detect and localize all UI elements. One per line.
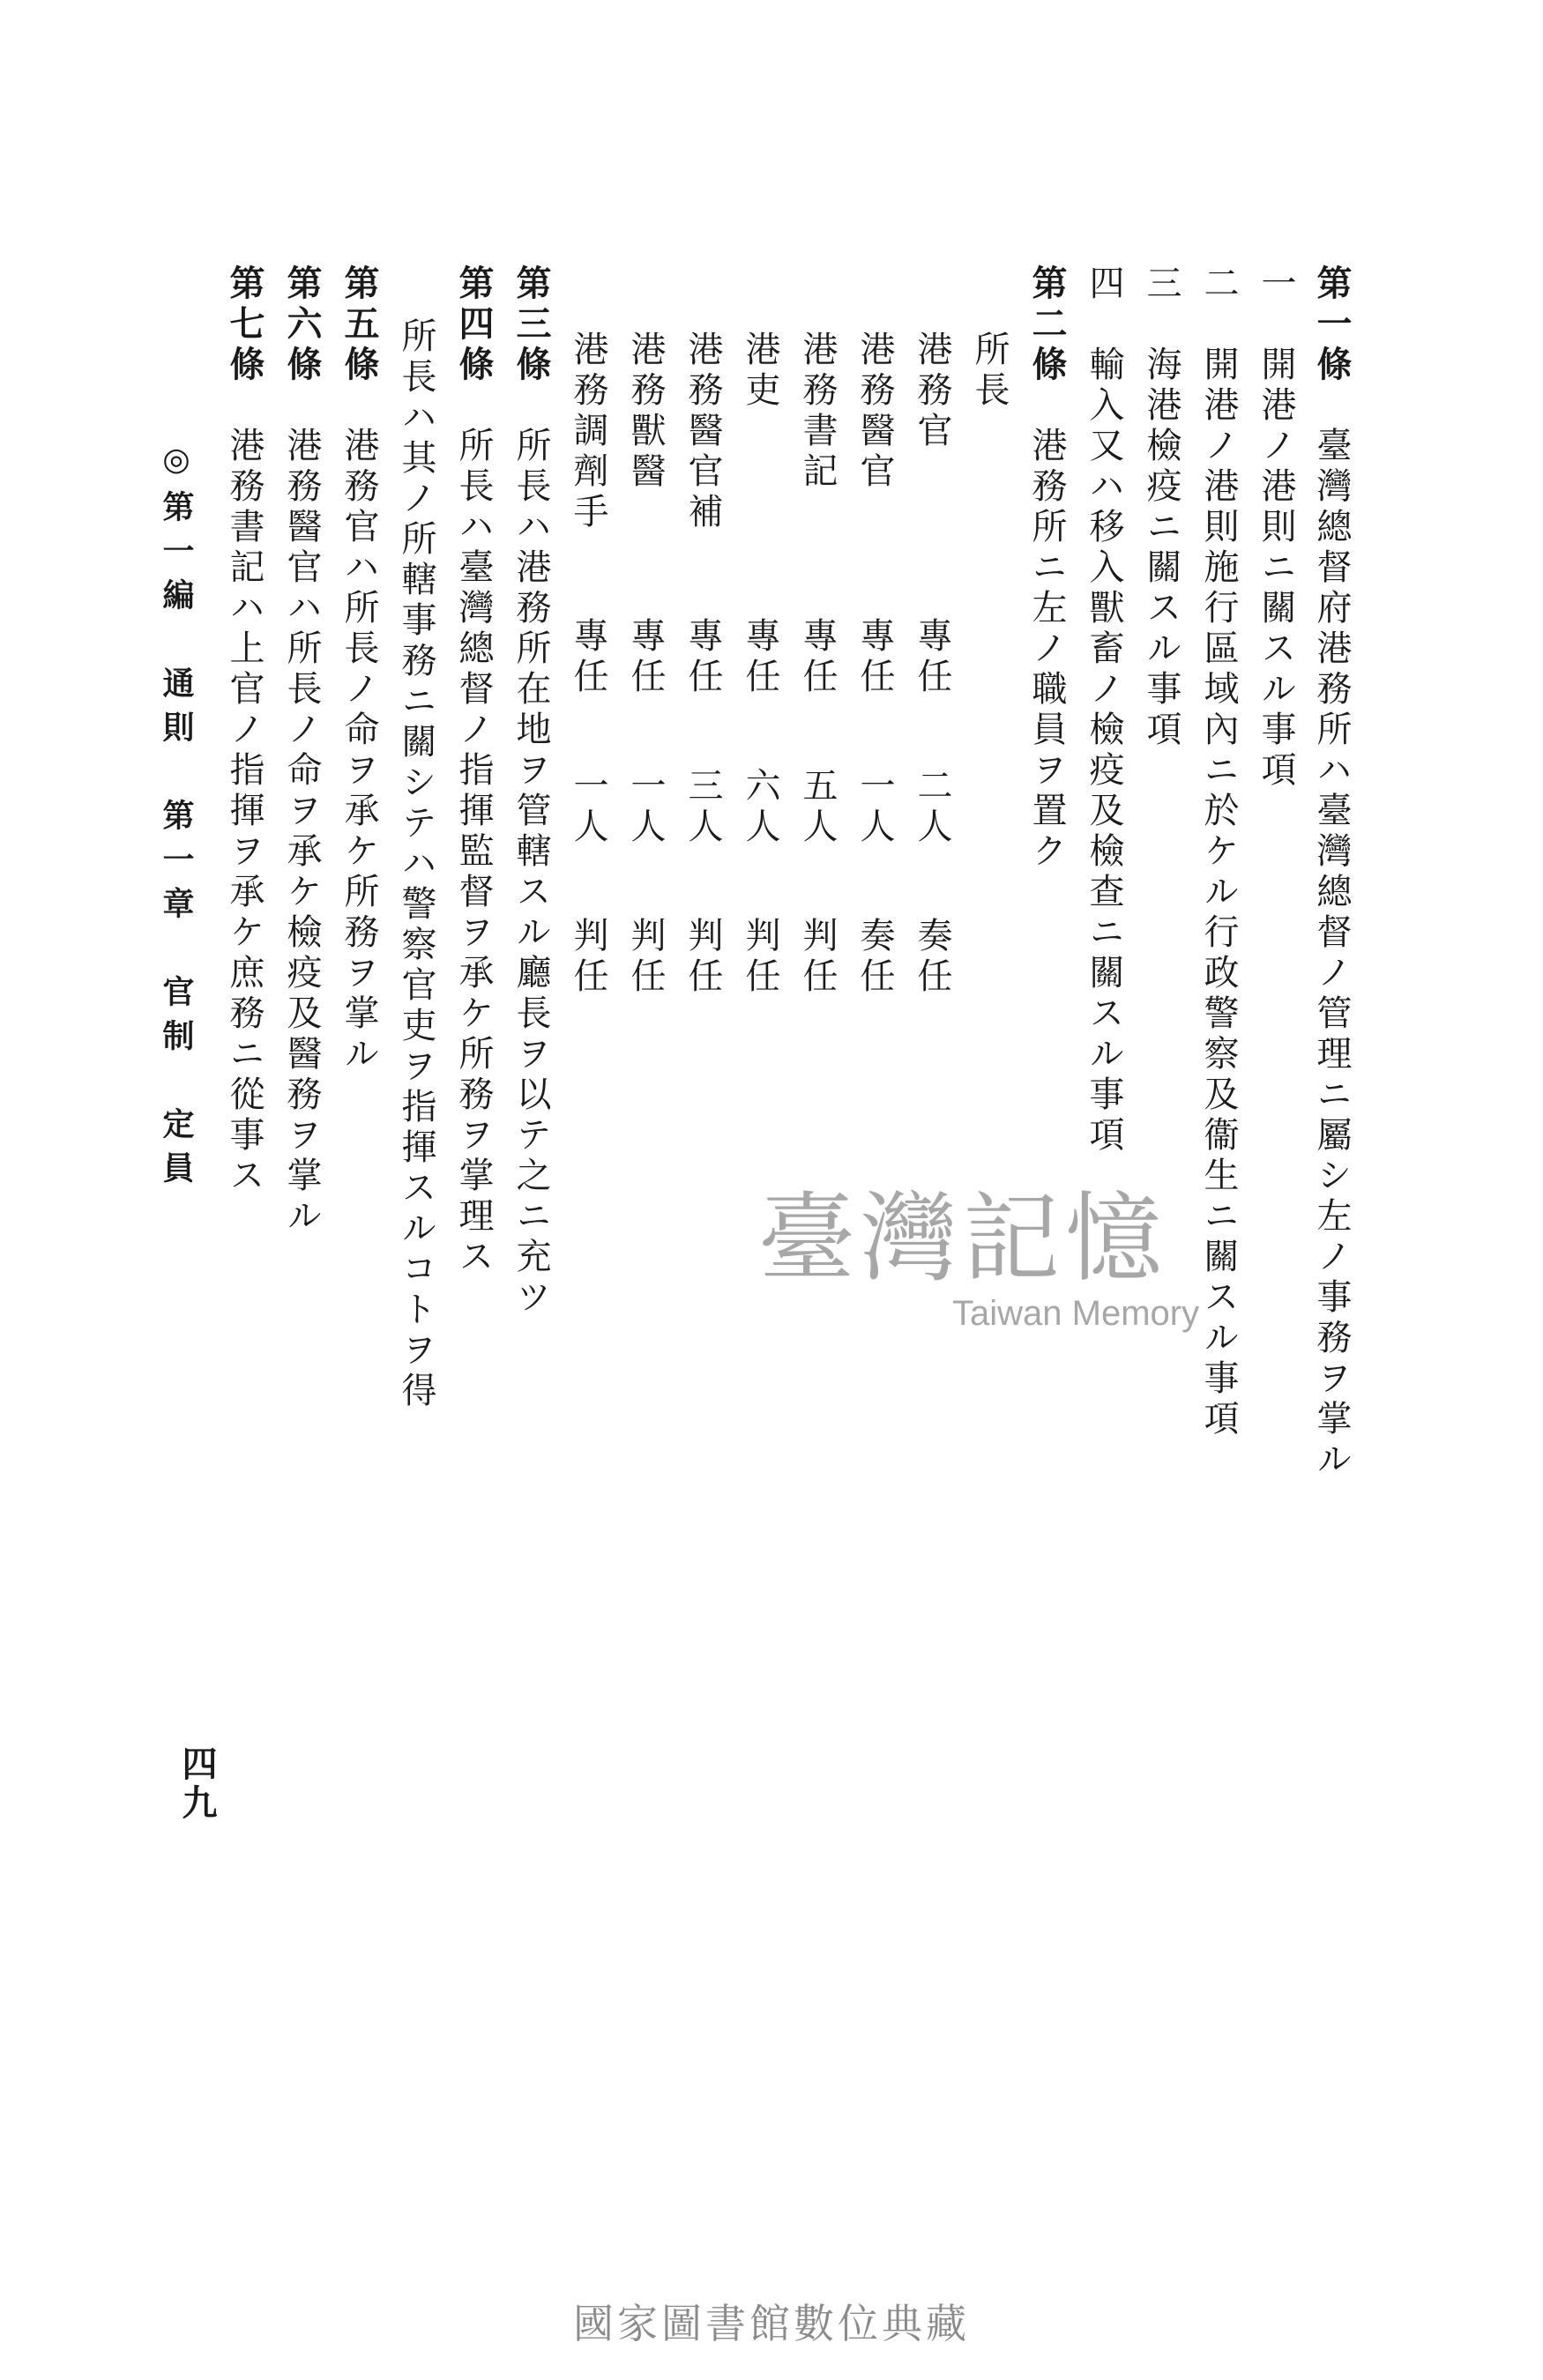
article-2-line [1020, 264, 1073, 873]
watermark-english: Taiwan Memory [952, 1294, 1200, 1333]
article-1-item-3 [1135, 264, 1188, 751]
article-3-heading: 第三條 [511, 264, 552, 386]
article-4-line [447, 264, 500, 1278]
article-7-text: 港務書記ハ上官ノ指揮ヲ承ケ庶務ニ從事ス [224, 427, 265, 1197]
staff-title: 港務獸醫 [625, 331, 666, 493]
staff-rank: 奏任 [854, 917, 895, 998]
taiwan-memory-watermark [758, 1181, 1252, 1357]
staff-rank: 判任 [797, 917, 838, 998]
item-text: 開港ノ港則ニ關スル事項 [1256, 346, 1296, 792]
article-1-line [1305, 264, 1358, 1481]
staff-rank: 判任 [682, 917, 723, 998]
staff-type: 專任 [912, 617, 952, 698]
staff-count: 一人 [568, 767, 608, 848]
article-4-heading: 第四條 [453, 264, 495, 386]
article-1-text: 臺灣總督府港務所ハ臺灣總督ノ管理ニ屬シ左ノ事務ヲ掌ル [1311, 427, 1352, 1481]
item-text: 輸入又ハ移入獸畜ノ檢疫及檢查ニ關スル事項 [1084, 346, 1124, 1157]
article-7-line [218, 264, 271, 1197]
article-3-line [504, 264, 557, 1319]
staff-rank: 判任 [568, 917, 608, 998]
article-1-heading: 第一條 [1311, 264, 1353, 386]
staff-count: 五人 [797, 767, 838, 848]
article-1-item-4 [1077, 264, 1130, 1157]
article-3-text: 所長ハ港務所在地ヲ管轄スル廳長ヲ以テ之ニ充ツ [511, 427, 551, 1319]
staff-type: 專任 [854, 617, 895, 698]
article-5-text: 港務官ハ所長ノ命ヲ承ケ所務ヲ掌ル [339, 427, 379, 1075]
staff-count: 一人 [625, 767, 666, 848]
staff-type: 專任 [797, 617, 838, 698]
watermark-chinese: 臺灣記憶 [758, 1182, 1167, 1295]
staff-type: 專任 [682, 617, 723, 698]
item-text: 開港ノ港則施行區域內ニ於ケル行政警察及衞生ニ關スル事項 [1198, 346, 1239, 1440]
staff-count: 一人 [854, 767, 895, 848]
article-2-text: 港務所ニ左ノ職員ヲ置ク [1026, 427, 1067, 873]
staff-count: 三人 [682, 767, 723, 848]
article-4-continuation [390, 317, 443, 1412]
item-number: 三 [1141, 264, 1181, 305]
article-1-item-1 [1249, 264, 1302, 792]
staff-rank: 判任 [740, 917, 780, 998]
article-5-line [332, 264, 385, 1075]
staff-rank: 奏任 [912, 917, 952, 998]
item-number: 四 [1084, 264, 1124, 305]
article-5-heading: 第五條 [339, 264, 380, 386]
article-4-cont-text: 所長ハ其ノ所轄事務ニ關シテハ警察官吏ヲ指揮スルコトヲ得 [396, 317, 436, 1412]
article-2-heading: 第二條 [1026, 264, 1068, 386]
staff-title-director: 所長 [969, 331, 1010, 412]
staff-title: 港務書記 [797, 331, 838, 493]
staff-count: 六人 [740, 767, 780, 848]
item-number: 一 [1256, 264, 1296, 305]
staff-count: 二人 [912, 767, 952, 848]
staff-type: 專任 [740, 617, 780, 698]
article-7-heading: 第七條 [224, 264, 265, 386]
staff-title: 港務醫官補 [682, 331, 723, 533]
item-number: 二 [1198, 264, 1239, 305]
running-footer: ◎第一編 通則 第一章 官制 定員 [158, 441, 195, 1195]
staff-title: 港吏 [740, 331, 780, 412]
staff-type: 專任 [625, 617, 666, 698]
article-6-text: 港務醫官ハ所長ノ命ヲ承ケ檢疫及醫務ヲ掌ル [281, 427, 322, 1238]
staff-rank: 判任 [625, 917, 666, 998]
staff-title: 港務調劑手 [568, 331, 608, 533]
article-6-heading: 第六條 [281, 264, 323, 386]
item-text: 海港檢疫ニ關スル事項 [1141, 346, 1181, 751]
staff-title: 港務醫官 [854, 331, 895, 493]
library-mark: 國家圖書館數位典藏 [573, 2300, 970, 2347]
article-6-line [275, 264, 328, 1238]
staff-title: 港務官 [912, 331, 952, 452]
page-number: 四九 [176, 1745, 218, 1823]
staff-type: 專任 [568, 617, 608, 698]
article-4-text: 所長ハ臺灣總督ノ指揮監督ヲ承ケ所務ヲ掌理ス [453, 427, 494, 1278]
